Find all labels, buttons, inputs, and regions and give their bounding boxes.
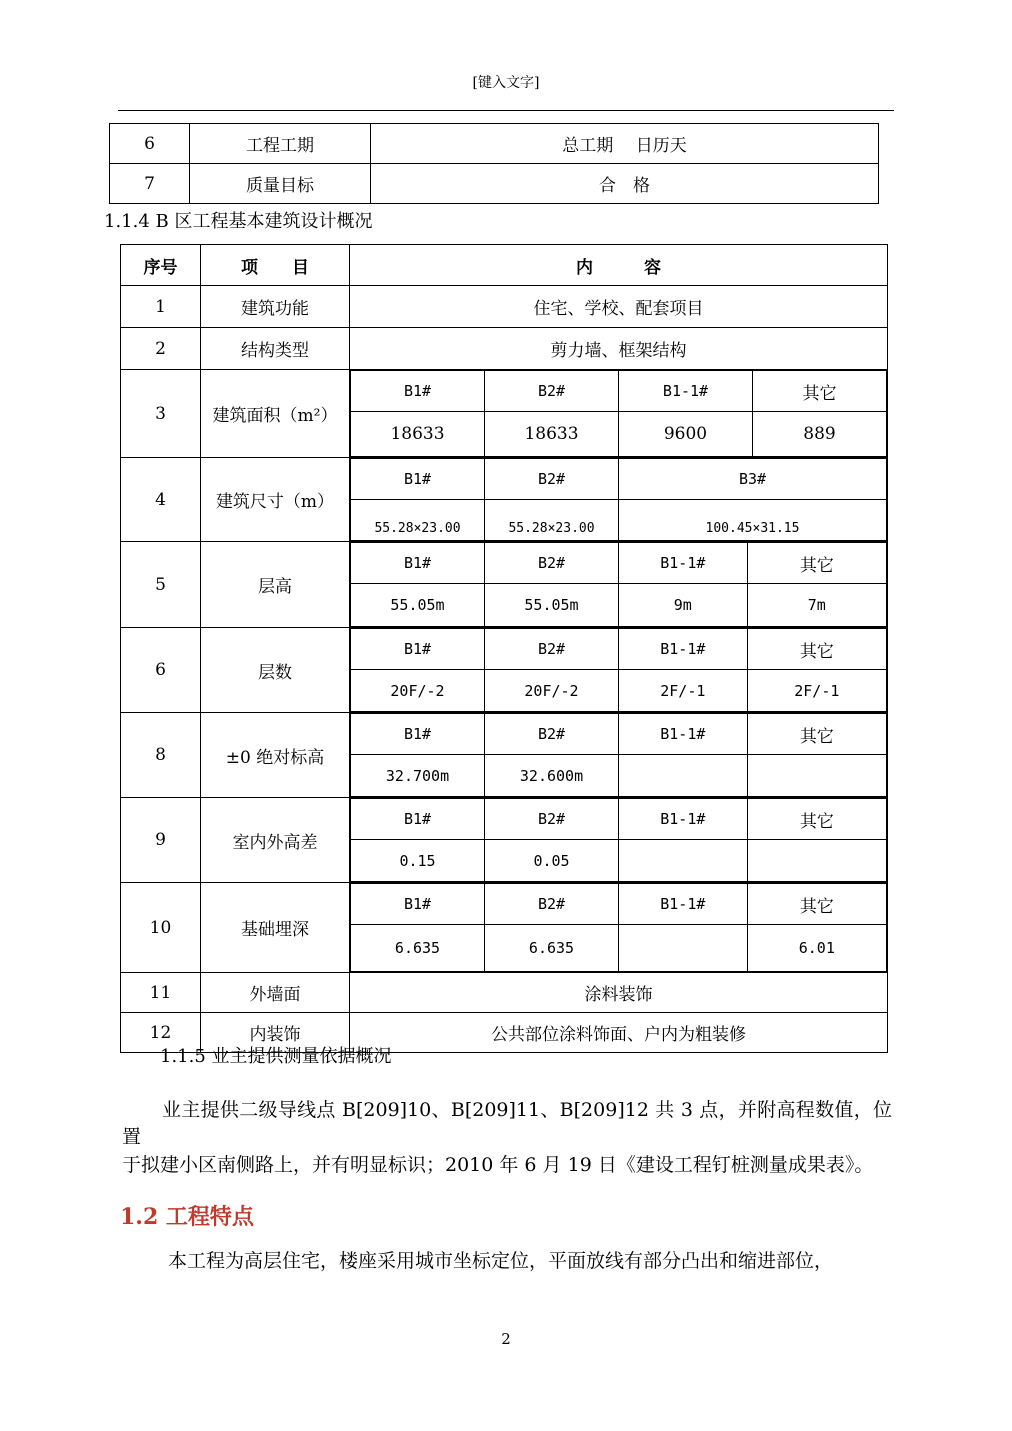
- section-title-114: 1.1.4 B 区工程基本建筑设计概况: [104, 211, 373, 232]
- subtable-header: B3#: [619, 459, 887, 500]
- row-number: 1: [121, 286, 201, 328]
- row-item: 建筑功能: [201, 286, 350, 328]
- subtable-header: B1-1#: [619, 543, 748, 584]
- subtable-header: B2#: [485, 459, 619, 500]
- subtable-header: B2#: [485, 884, 619, 925]
- row-item: 质量目标: [190, 164, 371, 204]
- paragraph: 本工程为高层住宅，楼座采用城市坐标定位，平面放线有部分凸出和缩进部位，: [168, 1250, 834, 1272]
- table-row: [121, 798, 888, 883]
- subtable-header: B1-1#: [619, 371, 753, 412]
- subtable-header: B1#: [351, 543, 485, 584]
- subtable-value: 2F/-1: [747, 670, 886, 712]
- row-number: 11: [121, 973, 201, 1013]
- table-row: [121, 458, 888, 542]
- row-content: 合 格: [371, 164, 879, 204]
- subtable-header: B1-1#: [619, 799, 748, 840]
- row-item: 室内外高差: [201, 798, 350, 883]
- table-row: [121, 713, 888, 798]
- row-number: 8: [121, 713, 201, 798]
- subtable-header: B1-1#: [619, 884, 748, 925]
- subtable-value: 6.635: [351, 925, 485, 972]
- subtable: [350, 370, 887, 457]
- row-item: 建筑尺寸（m）: [201, 458, 350, 542]
- row-item: 层高: [201, 542, 350, 628]
- subtable-value: 6.635: [485, 925, 619, 972]
- row-number: 9: [121, 798, 201, 883]
- subtable: [350, 798, 887, 882]
- subtable-header: B2#: [485, 714, 619, 755]
- subtable-value: 2F/-1: [619, 670, 748, 712]
- subtable-value: 0.05: [485, 840, 619, 882]
- subtable-header: B2#: [485, 799, 619, 840]
- table-header-row: [121, 245, 888, 286]
- page-number: 2: [501, 1330, 511, 1348]
- row-number: 5: [121, 542, 201, 628]
- header-item: 项 目: [201, 245, 350, 286]
- subtable-header: B1#: [351, 629, 485, 670]
- table-row: [121, 370, 888, 458]
- subtable-value: 7m: [747, 584, 886, 627]
- row-item: 基础埋深: [201, 883, 350, 973]
- row-item: 结构类型: [201, 328, 350, 370]
- subtable-value: 889: [753, 412, 887, 457]
- subtable: [350, 458, 887, 541]
- subtable-value: 55.05m: [351, 584, 485, 627]
- subtable-value: [747, 840, 886, 882]
- design-overview-table: [120, 244, 888, 1053]
- subtable-value: [619, 925, 748, 972]
- subtable-value: [619, 755, 748, 797]
- page-header: [键入文字]: [472, 75, 540, 91]
- paragraph: 于拟建小区南侧路上，并有明显标识；2010 年 6 月 19 日《建设工程钉桩测量成果表》。: [122, 1154, 874, 1176]
- row-subtable-cell: [350, 458, 888, 542]
- row-content: 公共部位涂料饰面、户内为粗装修: [350, 1013, 888, 1053]
- table-row: [110, 124, 879, 164]
- row-item: 层数: [201, 628, 350, 713]
- paragraph: 业主提供二级导线点 B[209]10、B[209]11、B[209]12 共 3 点，并附高程数值，位置: [122, 1099, 892, 1148]
- subtable-header: B1-1#: [619, 714, 748, 755]
- header-rule: [118, 110, 894, 111]
- row-number: 3: [121, 370, 201, 458]
- subtable-value: 32.700m: [351, 755, 485, 797]
- subtable-value: 9m: [619, 584, 748, 627]
- row-number: 10: [121, 883, 201, 973]
- subtable: [350, 628, 887, 712]
- table-row: [121, 328, 888, 370]
- row-content: 涂料装饰: [350, 973, 888, 1013]
- table-row: [121, 973, 888, 1013]
- section-heading-12: 1.2 工程特点: [120, 1204, 254, 1230]
- subtable-value: 55.05m: [485, 584, 619, 627]
- row-number: 12: [121, 1013, 201, 1053]
- subtable-header: B2#: [485, 629, 619, 670]
- subtable-value: 20F/-2: [351, 670, 485, 712]
- subtable-value: 55.28×23.00: [351, 500, 485, 541]
- row-item: ±0 绝对标高: [201, 713, 350, 798]
- subtable-header: 其它: [747, 884, 886, 925]
- subtable-value: 6.01: [747, 925, 886, 972]
- subtable-header: B1#: [351, 799, 485, 840]
- row-item: 外墙面: [201, 973, 350, 1013]
- row-subtable-cell: [350, 370, 888, 458]
- subtable-value: [619, 840, 748, 882]
- subtable-value: 32.600m: [485, 755, 619, 797]
- subtable: [350, 542, 887, 627]
- row-subtable-cell: [350, 542, 888, 628]
- subtable-header: 其它: [747, 799, 886, 840]
- table-row: [121, 542, 888, 628]
- subtable-value: 9600: [619, 412, 753, 457]
- subtable-header: B2#: [485, 371, 619, 412]
- section-title-115: 1.1.5 业主提供测量依据概况: [160, 1046, 392, 1067]
- row-item: 建筑面积（m²）: [201, 370, 350, 458]
- header-content: 内 容: [350, 245, 888, 286]
- table-row: [121, 883, 888, 973]
- row-item: 内装饰: [201, 1013, 350, 1053]
- subtable-header: B1#: [351, 371, 485, 412]
- subtable-header: 其它: [747, 629, 886, 670]
- row-subtable-cell: [350, 628, 888, 713]
- header-no: 序号: [121, 245, 201, 286]
- subtable-header: B1#: [351, 714, 485, 755]
- subtable-header: 其它: [747, 714, 886, 755]
- subtable-header: 其它: [753, 371, 887, 412]
- subtable-value: 55.28×23.00: [485, 500, 619, 541]
- row-number: 4: [121, 458, 201, 542]
- row-content: 住宅、学校、配套项目: [350, 286, 888, 328]
- row-subtable-cell: [350, 713, 888, 798]
- subtable-value: 100.45×31.15: [619, 500, 887, 541]
- table-row: [121, 628, 888, 713]
- row-number: 6: [110, 124, 190, 164]
- subtable-value: 0.15: [351, 840, 485, 882]
- subtable: [350, 883, 887, 972]
- row-subtable-cell: [350, 798, 888, 883]
- subtable-header: B1-1#: [619, 629, 748, 670]
- top-table: [109, 123, 879, 204]
- table-row: [121, 286, 888, 328]
- subtable-header: B2#: [485, 543, 619, 584]
- row-subtable-cell: [350, 883, 888, 973]
- subtable-value: [747, 755, 886, 797]
- subtable-header: B1#: [351, 884, 485, 925]
- subtable-header: B1#: [351, 459, 485, 500]
- subtable-header: 其它: [747, 543, 886, 584]
- subtable-value: 18633: [351, 412, 485, 457]
- row-content: 剪力墙、框架结构: [350, 328, 888, 370]
- row-content: 总工期 日历天: [371, 124, 879, 164]
- row-number: 7: [110, 164, 190, 204]
- table-row: [110, 164, 879, 204]
- subtable: [350, 713, 887, 797]
- subtable-value: 18633: [485, 412, 619, 457]
- row-item: 工程工期: [190, 124, 371, 164]
- row-number: 2: [121, 328, 201, 370]
- row-number: 6: [121, 628, 201, 713]
- subtable-value: 20F/-2: [485, 670, 619, 712]
